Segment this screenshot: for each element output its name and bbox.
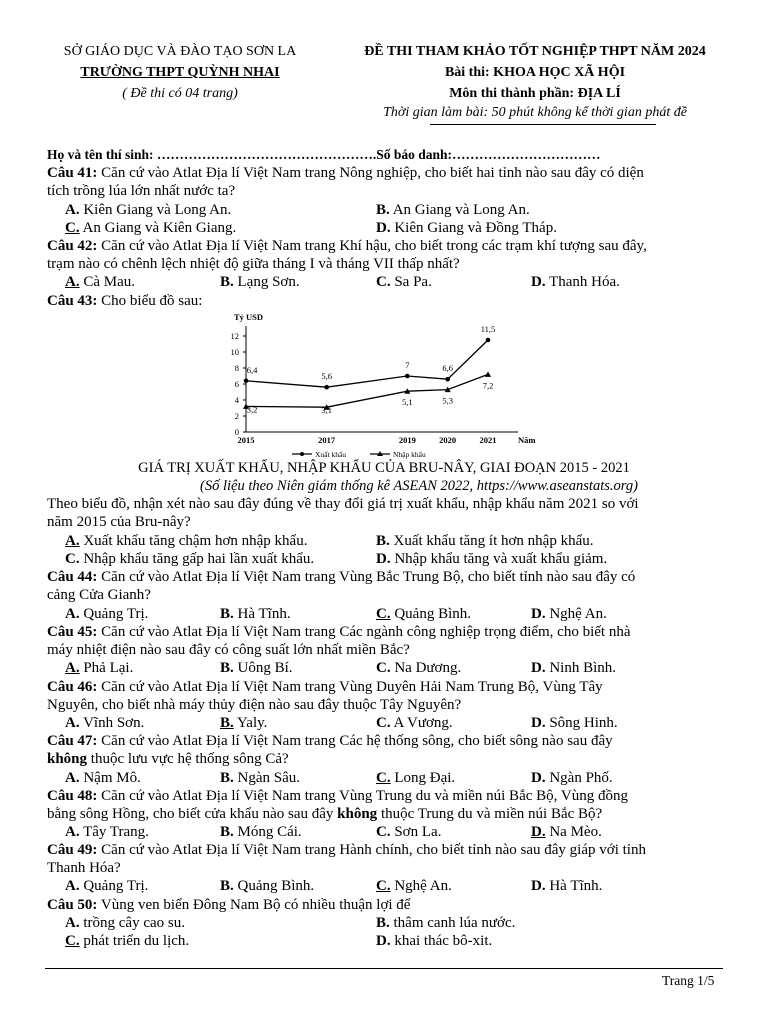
q48-option-b[interactable]: B. Móng Cái.	[220, 824, 302, 840]
import-point	[485, 371, 491, 377]
question-48: Câu 48: Căn cứ vào Atlat Địa lí Việt Nam trang Vùng Trung du và miền núi Bắc Bộ, Vùng đồng	[47, 788, 628, 804]
question-43-prompt: Theo biểu đồ, nhận xét nào sau đây đúng về thay đổi giá trị xuất khẩu, nhập khẩu năm 2021 so với	[47, 496, 639, 512]
q42-option-a[interactable]: A. Cà Mau.	[65, 274, 136, 290]
q46-option-b[interactable]: B. Yaly.	[220, 715, 268, 731]
q46-option-a[interactable]: A. Vĩnh Sơn.	[65, 715, 145, 731]
legend-export-label: Xuất khẩu	[315, 450, 347, 459]
question-45-cont: máy nhiệt điện nào sau đây có công suất lớn nhất miền Bắc?	[47, 642, 410, 658]
q49-option-a[interactable]: A. Quảng Trị.	[65, 878, 149, 894]
export-point	[324, 385, 329, 390]
export-point	[244, 379, 249, 384]
chart-source: (Số liệu theo Niên giám thống kê ASEAN 2022, https://www.aseanstats.org)	[200, 478, 638, 494]
question-45: Câu 45: Căn cứ vào Atlat Địa lí Việt Nam trang Các ngành công nghiệp trọng điểm, cho biết nhà	[47, 624, 631, 640]
q50-option-a[interactable]: A. trồng cây cao su.	[65, 915, 185, 931]
q41-option-d[interactable]: D. Kiên Giang và Đồng Tháp.	[376, 220, 557, 236]
q49-option-b[interactable]: B. Quảng Bình.	[220, 878, 315, 894]
y-tick-label: 6	[234, 379, 239, 389]
question-48-cont: bằng sông Hồng, cho biết cửa khẩu nào sau đây không thuộc Trung du và miền núi Bắc Bộ?	[47, 806, 603, 822]
q43-option-b[interactable]: B. Xuất khẩu tăng ít hơn nhập khẩu.	[376, 533, 594, 549]
q45-option-b[interactable]: B. Uông Bí.	[220, 660, 293, 676]
x-tick-label: 2019	[398, 435, 416, 445]
y-axis-label: Tỷ USD	[234, 312, 264, 322]
q41-option-a[interactable]: A. Kiên Giang và Long An.	[65, 202, 232, 218]
exam-title: ĐỀ THI THAM KHẢO TỐT NGHIỆP THPT NĂM 2024	[364, 44, 706, 59]
question-47: Câu 47: Căn cứ vào Atlat Địa lí Việt Nam trang Các hệ thống sông, cho biết sông nào sau đây	[47, 733, 613, 749]
q44-option-a[interactable]: A. Quảng Trị.	[65, 606, 149, 622]
q43-option-d[interactable]: D. Nhập khẩu tăng và xuất khẩu giảm.	[376, 551, 608, 567]
import-data-label: 5,1	[402, 397, 413, 408]
q48-option-d[interactable]: D. Na Mèo.	[531, 824, 602, 840]
q47-option-d[interactable]: D. Ngàn Phố.	[531, 770, 613, 786]
q42-option-b[interactable]: B. Lạng Sơn.	[220, 274, 300, 290]
q43-option-c[interactable]: C. Nhập khẩu tăng gấp hai lần xuất khẩu.	[65, 551, 315, 567]
page-number: Trang 1/5	[662, 973, 715, 988]
question-46: Câu 46: Căn cứ vào Atlat Địa lí Việt Nam trang Vùng Duyên Hải Nam Trung Bộ, Vùng Tây	[47, 679, 603, 695]
q49-option-c[interactable]: C. Nghệ An.	[376, 878, 452, 894]
q48-option-c[interactable]: C. Sơn La.	[376, 824, 442, 840]
subject-label: Bài thi: KHOA HỌC XÃ HỘI	[444, 65, 626, 80]
y-tick-label: 2	[234, 411, 239, 421]
x-tick-label: 2015	[237, 435, 255, 445]
export-data-label: 6,6	[442, 363, 453, 374]
legend-import-label: Nhập khẩu	[393, 450, 426, 459]
import-data-label: 5,3	[442, 395, 453, 406]
question-50: Câu 50: Vùng ven biển Đông Nam Bộ có nhiều thuận lợi để	[47, 897, 411, 913]
question-42: Câu 42: Căn cứ vào Atlat Địa lí Việt Nam trang Khí hậu, cho biết trong các trạm khí tượng sau đây,	[47, 238, 647, 254]
legend-export-marker	[300, 452, 304, 456]
question-43: Câu 43: Cho biểu đồ sau:	[47, 293, 203, 309]
q45-option-a[interactable]: A. Phả Lại.	[65, 660, 134, 676]
time-note-underline	[430, 124, 656, 125]
q49-option-d[interactable]: D. Hà Tĩnh.	[531, 878, 603, 894]
question-49-cont: Thanh Hóa?	[47, 860, 121, 876]
time-note: Thời gian làm bài: 50 phút không kể thời gian phát đề	[383, 105, 687, 120]
q43-option-a[interactable]: A. Xuất khẩu tăng chậm hơn nhập khẩu.	[65, 533, 308, 549]
q44-option-d[interactable]: D. Nghệ An.	[531, 606, 607, 622]
export-point	[445, 377, 450, 382]
export-data-label: 6,4	[246, 364, 258, 375]
q47-option-a[interactable]: A. Nậm Mô.	[65, 770, 141, 786]
y-tick-label: 10	[230, 347, 239, 357]
footer-divider	[45, 968, 723, 969]
question-42-cont: trạm nào có chênh lệch nhiệt độ giữa tháng I và tháng VII thấp nhất?	[47, 256, 460, 272]
export-point	[486, 338, 491, 343]
import-data-label: 7,2	[482, 380, 494, 391]
component-label: Môn thi thành phần: ĐỊA LÍ	[449, 86, 621, 101]
y-tick-label: 12	[230, 331, 239, 341]
q42-option-d[interactable]: D. Thanh Hóa.	[531, 274, 620, 290]
q44-option-b[interactable]: B. Hà Tĩnh.	[220, 606, 291, 622]
export-data-label: 5,6	[321, 371, 332, 382]
q50-option-b[interactable]: B. thâm canh lúa nước.	[376, 915, 516, 931]
q46-option-d[interactable]: D. Sông Hinh.	[531, 715, 618, 731]
question-44-cont: cảng Cửa Gianh?	[47, 587, 151, 603]
q46-option-c[interactable]: C. A Vương.	[376, 715, 453, 731]
question-44: Câu 44: Căn cứ vào Atlat Địa lí Việt Nam trang Vùng Bắc Trung Bộ, cho biết tỉnh nào sau đây có	[47, 569, 636, 585]
export-point	[405, 374, 410, 379]
school-name: TRƯỜNG THPT QUỲNH NHAI	[80, 65, 280, 80]
question-43-prompt-cont: năm 2015 của Bru-nây?	[47, 514, 191, 530]
pages-note: ( Đề thi có 04 trang)	[122, 86, 238, 101]
question-49: Câu 49: Căn cứ vào Atlat Địa lí Việt Nam trang Hành chính, cho biết tỉnh nào sau đây giáp với tỉnh	[47, 842, 646, 858]
q47-option-c[interactable]: C. Long Đại.	[376, 770, 456, 786]
q42-option-c[interactable]: C. Sa Pa.	[376, 274, 432, 290]
import-data-label: 3,1	[321, 405, 332, 416]
x-tick-label: 2020	[439, 435, 457, 445]
department-name: SỞ GIÁO DỤC VÀ ĐÀO TẠO SƠN LA	[63, 44, 297, 59]
question-46-cont: Nguyên, cho biết nhà máy thủy điện nào sau đây thuộc Tây Nguyên?	[47, 697, 462, 713]
x-tick-label: 2021	[479, 435, 497, 445]
chart-caption: GIÁ TRỊ XUẤT KHẨU, NHẬP KHẨU CỦA BRU-NÂY, GIAI ĐOẠN 2015 - 2021	[138, 460, 630, 476]
question-41: Câu 41: Căn cứ vào Atlat Địa lí Việt Nam trang Nông nghiệp, cho biết hai tỉnh nào sau đây có diện	[47, 165, 644, 181]
import-data-label: 3,2	[246, 404, 258, 415]
question-47-cont: không thuộc lưu vực hệ thống sông Cả?	[47, 751, 289, 767]
q45-option-d[interactable]: D. Ninh Bình.	[531, 660, 617, 676]
candidate-info-line: Họ và tên thí sinh: ………………………………………….Số báo danh:……………………………	[47, 147, 601, 162]
x-axis-label: Năm	[518, 435, 536, 445]
y-tick-label: 4	[234, 395, 239, 405]
q47-option-b[interactable]: B. Ngàn Sâu.	[220, 770, 301, 786]
q41-option-c[interactable]: C. An Giang và Kiên Giang.	[65, 220, 237, 236]
x-tick-label: 2017	[318, 435, 336, 445]
q41-option-b[interactable]: B. An Giang và Long An.	[376, 202, 530, 218]
export-data-label: 11,5	[480, 324, 496, 334]
q45-option-c[interactable]: C. Na Dương.	[376, 660, 462, 676]
export-data-label: 7	[405, 360, 410, 370]
question-41-cont: tích trồng lúa lớn nhất nước ta?	[47, 183, 236, 199]
q44-option-c[interactable]: C. Quảng Bình.	[376, 606, 472, 622]
q48-option-a[interactable]: A. Tây Trang.	[65, 824, 149, 840]
q50-option-c[interactable]: C. phát triển du lịch.	[65, 933, 190, 949]
q50-option-d[interactable]: D. khai thác bô-xit.	[376, 933, 493, 949]
export-import-line-chart	[220, 308, 560, 460]
y-tick-label: 8	[234, 363, 239, 373]
y-tick-label: 0	[234, 427, 239, 437]
